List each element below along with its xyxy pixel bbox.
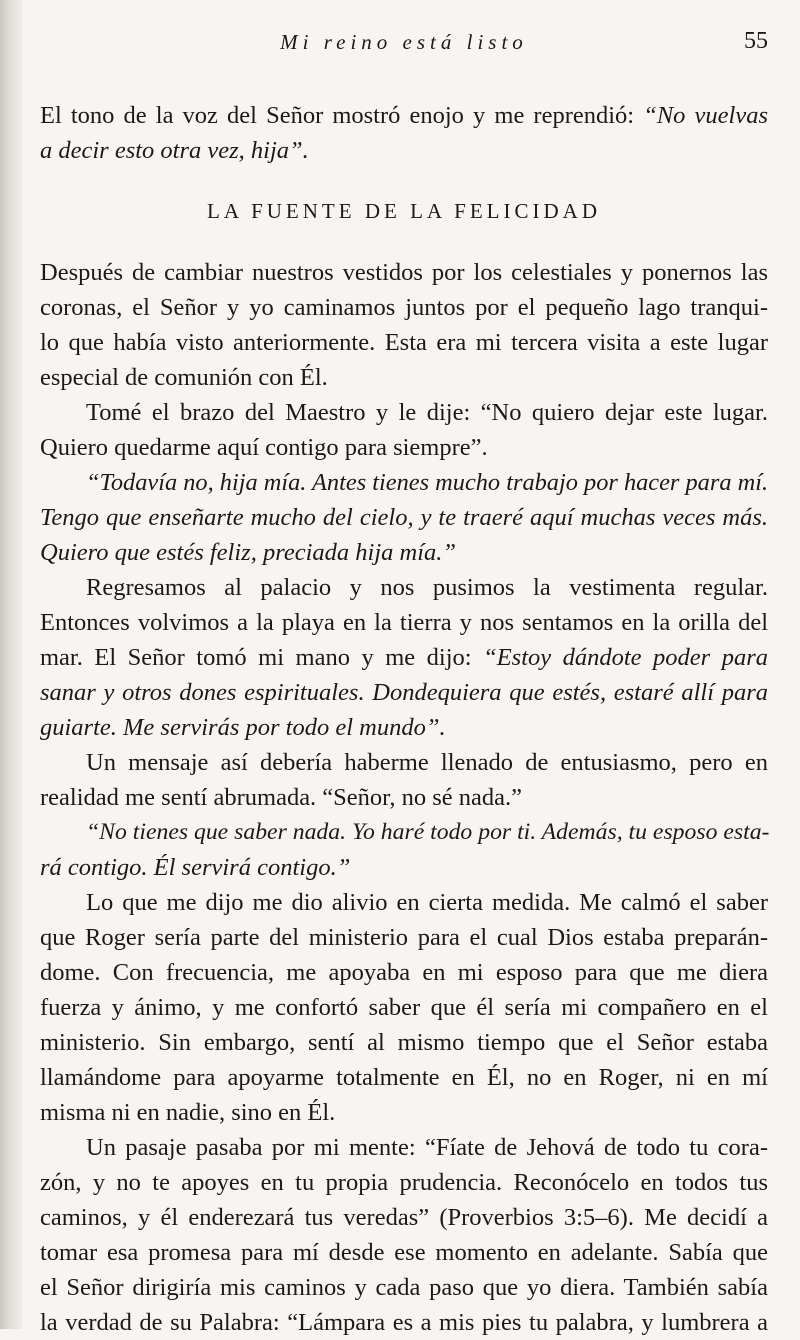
text-line: guiarte. Me servirás por todo el mundo”. [40, 714, 446, 741]
text-line: mar. El Señor tomó mi mano y me dijo: “Estoy dándote poder para [40, 644, 768, 671]
text-line: Un pasaje pasaba por mi mente: “Fíate de Jehová de todo tu cora- [86, 1134, 768, 1161]
text-line: que Roger sería parte del ministerio para el cual Dios estaba preparán- [40, 924, 768, 951]
text-line: misma ni en nadie, sino en Él. [40, 1099, 336, 1126]
text-line: “Todavía no, hija mía. Antes tienes mucho trabajo por hacer para mí. [86, 469, 769, 496]
text-line: lo que había visto anteriormente. Esta era mi tercera visita a este lugar [40, 329, 768, 356]
running-title: Mi reino está listo [280, 30, 528, 54]
text-line: a decir esto otra vez, hija”. [40, 137, 309, 164]
text-line: el Señor dirigiría mis caminos y cada paso que yo diera. También sabía [40, 1274, 768, 1301]
text-line: caminos, y él enderezará tus veredas” (Proverbios 3:5–6). Me decidí a [40, 1204, 768, 1231]
text-line: Un mensaje así debería haberme llenado de entusiasmo, pero en [86, 749, 768, 776]
text-line: Tomé el brazo del Maestro y le dije: “No quiero dejar este lugar. [86, 399, 768, 426]
page-gutter-shadow [0, 0, 22, 1329]
running-head [40, 26, 768, 62]
text-line: dome. Con frecuencia, me apoyaba en mi esposo para que me diera [40, 959, 768, 986]
text-line: Regresamos al palacio y nos pusimos la vestimenta regular. [86, 574, 768, 601]
text-line: llamándome para apoyarme totalmente en Él, no en Roger, ni en mí [40, 1064, 768, 1091]
text-line: especial de comunión con Él. [40, 364, 328, 391]
text-line: tomar esa promesa para mí desde ese momento en adelante. Sabía que [40, 1239, 768, 1266]
text-line: Quiero que estés feliz, preciada hija mía.” [40, 539, 456, 566]
text-line: zón, y no te apoyes en tu propia prudencia. Reconócelo en todos tus [40, 1169, 768, 1196]
text-line: “No tienes que saber nada. Yo haré todo por ti. Además, tu esposo esta- [86, 819, 770, 845]
text-line: la verdad de su Palabra: “Lámpara es a mis pies tu palabra, y lumbrera a [40, 1309, 768, 1336]
text-line: Tengo que enseñarte mucho del cielo, y te traeré aquí muchas veces más. [40, 504, 768, 531]
text-line: coronas, el Señor y yo caminamos juntos por el pequeño lago tranqui- [40, 294, 768, 321]
section-heading: LA FUENTE DE LA FELICIDAD [207, 199, 601, 223]
text-line: realidad me sentí abrumada. “Señor, no sé nada.” [40, 784, 523, 811]
text-line: Lo que me dijo me dio alivio en cierta medida. Me calmó el saber [86, 889, 768, 916]
text-line: Después de cambiar nuestros vestidos por los celestiales y ponernos las [40, 259, 768, 286]
text-line: fuerza y ánimo, y me confortó saber que él sería mi compañero en el [40, 994, 768, 1021]
text-line: El tono de la voz del Señor mostró enojo y me reprendió: “No vuelvas [40, 102, 768, 129]
body-text [40, 98, 768, 1340]
text-line: rá contigo. Él servirá contigo.” [40, 854, 351, 881]
text-line: sanar y otros dones espirituales. Dondequiera que estés, estaré allí para [40, 679, 768, 706]
page-number: 55 [744, 28, 768, 54]
text-line: ministerio. Sin embargo, sentí al mismo tiempo que el Señor estaba [40, 1029, 768, 1056]
text-line: Quiero quedarme aquí contigo para siempre”. [40, 434, 488, 461]
text-line: Entonces volvimos a la playa en la tierra y nos sentamos en la orilla del [40, 609, 768, 636]
